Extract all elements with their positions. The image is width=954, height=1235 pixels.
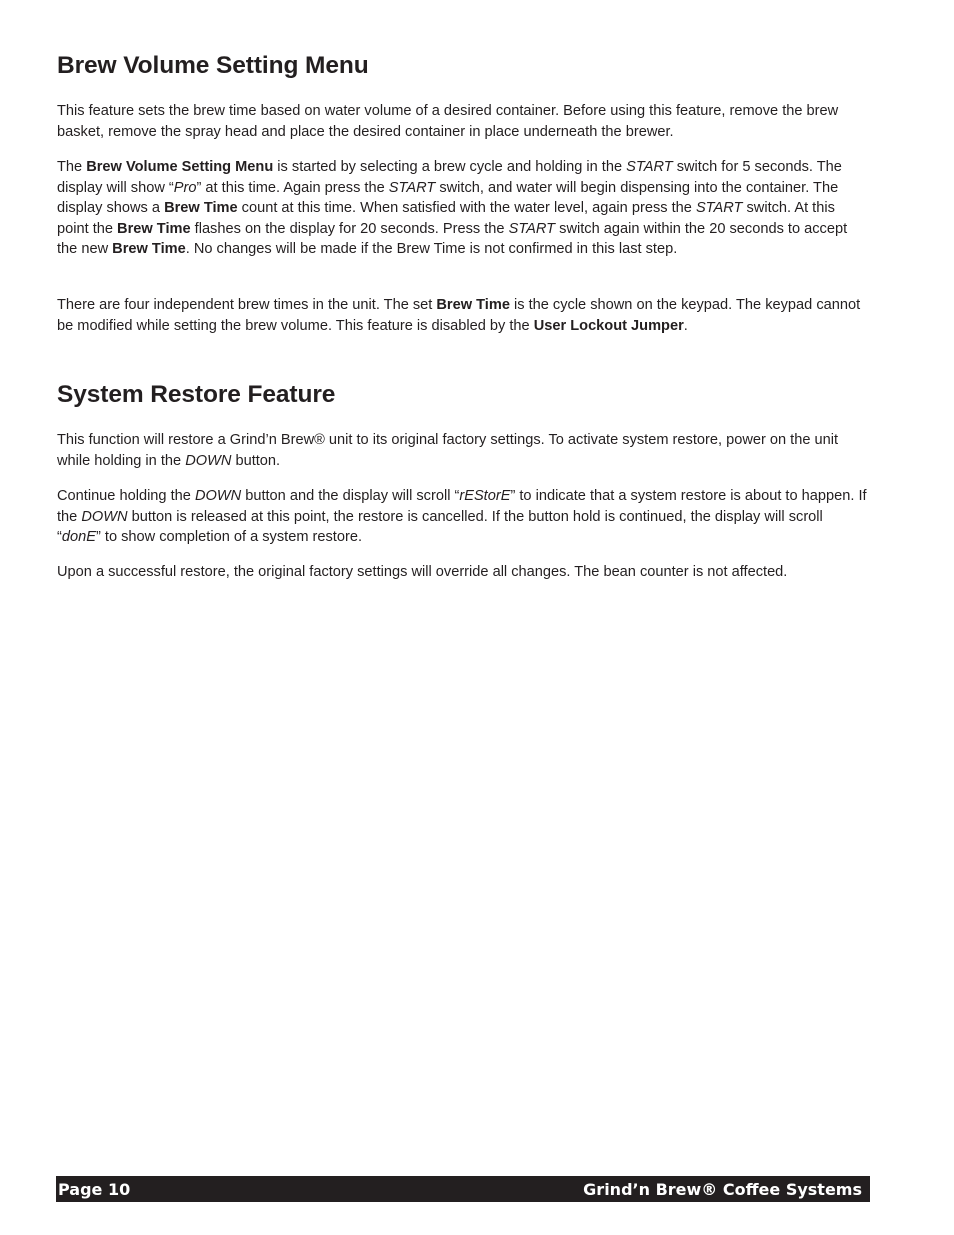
text-run: flashes on the display for 20 seconds. Press the — [190, 220, 509, 237]
text-run: button and the display will scroll “ — [241, 488, 460, 504]
italic-term: START — [695, 200, 743, 217]
bold-term: Brew Volume Setting Menu — [86, 159, 274, 175]
bold-term: Brew Time — [436, 297, 510, 313]
paragraph-brew-times-note — [57, 295, 869, 336]
text-run: button. — [231, 452, 281, 469]
bold-term: Brew Time — [117, 220, 191, 237]
paragraph-system-restore-result: Upon a successful restore, the original factory settings will override all changes. The bean counter is not affected. — [57, 564, 788, 580]
italic-term: DOWN — [185, 452, 232, 469]
text-run: ” to show completion of a system restore. — [95, 529, 363, 546]
italic-term: START — [626, 159, 673, 175]
text-run: count at this time. When satisfied with the water level, again press the — [237, 200, 696, 217]
text-run: ” to indicate that a system restore is about to happen. If the — [57, 488, 867, 525]
text-run: is the cycle shown on the keypad. The keypad cannot be modified while setting the brew volume. This feature is disabled by the — [57, 297, 861, 334]
paragraph-system-restore-intro — [57, 430, 869, 471]
bold-term: Brew Time — [112, 241, 186, 258]
text-run: This function will restore a Grind’n Brew® unit to its original factory settings. To activate system restore, power on the unit while holding in the — [57, 432, 839, 469]
page-footer-bar — [56, 1176, 870, 1202]
bold-term: User Lockout Jumper — [533, 317, 684, 334]
italic-term: START — [508, 220, 556, 237]
text-run: The — [57, 159, 87, 175]
text-run: . — [683, 317, 688, 334]
text-run: switch, and water will begin dispensing into the container. The display shows a — [57, 179, 839, 217]
italic-term: DOWN — [81, 508, 128, 525]
text-run: There are four independent brew times in the unit. The set — [57, 297, 437, 313]
italic-term: donE — [61, 529, 96, 546]
text-run: switch for 5 seconds. The display will show “ — [57, 159, 842, 196]
text-run: Continue holding the — [57, 488, 195, 504]
italic-term: START — [388, 179, 436, 196]
section-heading-brew-volume: Brew Volume Setting Menu — [57, 52, 369, 79]
text-run: button is released at this point, the restore is cancelled. If the button hold is continued, the display will scroll “ — [57, 508, 823, 546]
bold-term: Brew Time — [164, 200, 238, 217]
italic-term: Pro — [173, 179, 197, 196]
text-run: . No changes will be made if the Brew Time is not confirmed in this last step. — [185, 241, 678, 258]
italic-term: rEStorE — [459, 488, 511, 504]
text-run: ” at this time. Again press the — [196, 179, 389, 196]
text-run: is started by selecting a brew cycle and holding in the — [273, 159, 627, 175]
footer-brand: Grind’n Brew® Coffee Systems — [583, 1179, 862, 1199]
text-run: switch again within the 20 seconds to accept the new — [57, 220, 848, 258]
section-heading-system-restore: System Restore Feature — [57, 381, 336, 408]
text-run: switch. At this point the — [57, 200, 835, 237]
paragraph-brew-volume-procedure — [57, 157, 869, 260]
page-number: Page 10 — [58, 1179, 131, 1199]
paragraph-system-restore-procedure — [57, 486, 869, 548]
italic-term: DOWN — [194, 488, 242, 504]
paragraph-brew-volume-intro: This feature sets the brew time based on water volume of a desired container. Before using this feature, remove the brew basket, remove the spray head and place the desired container in place underneath the brewer. — [57, 103, 839, 140]
